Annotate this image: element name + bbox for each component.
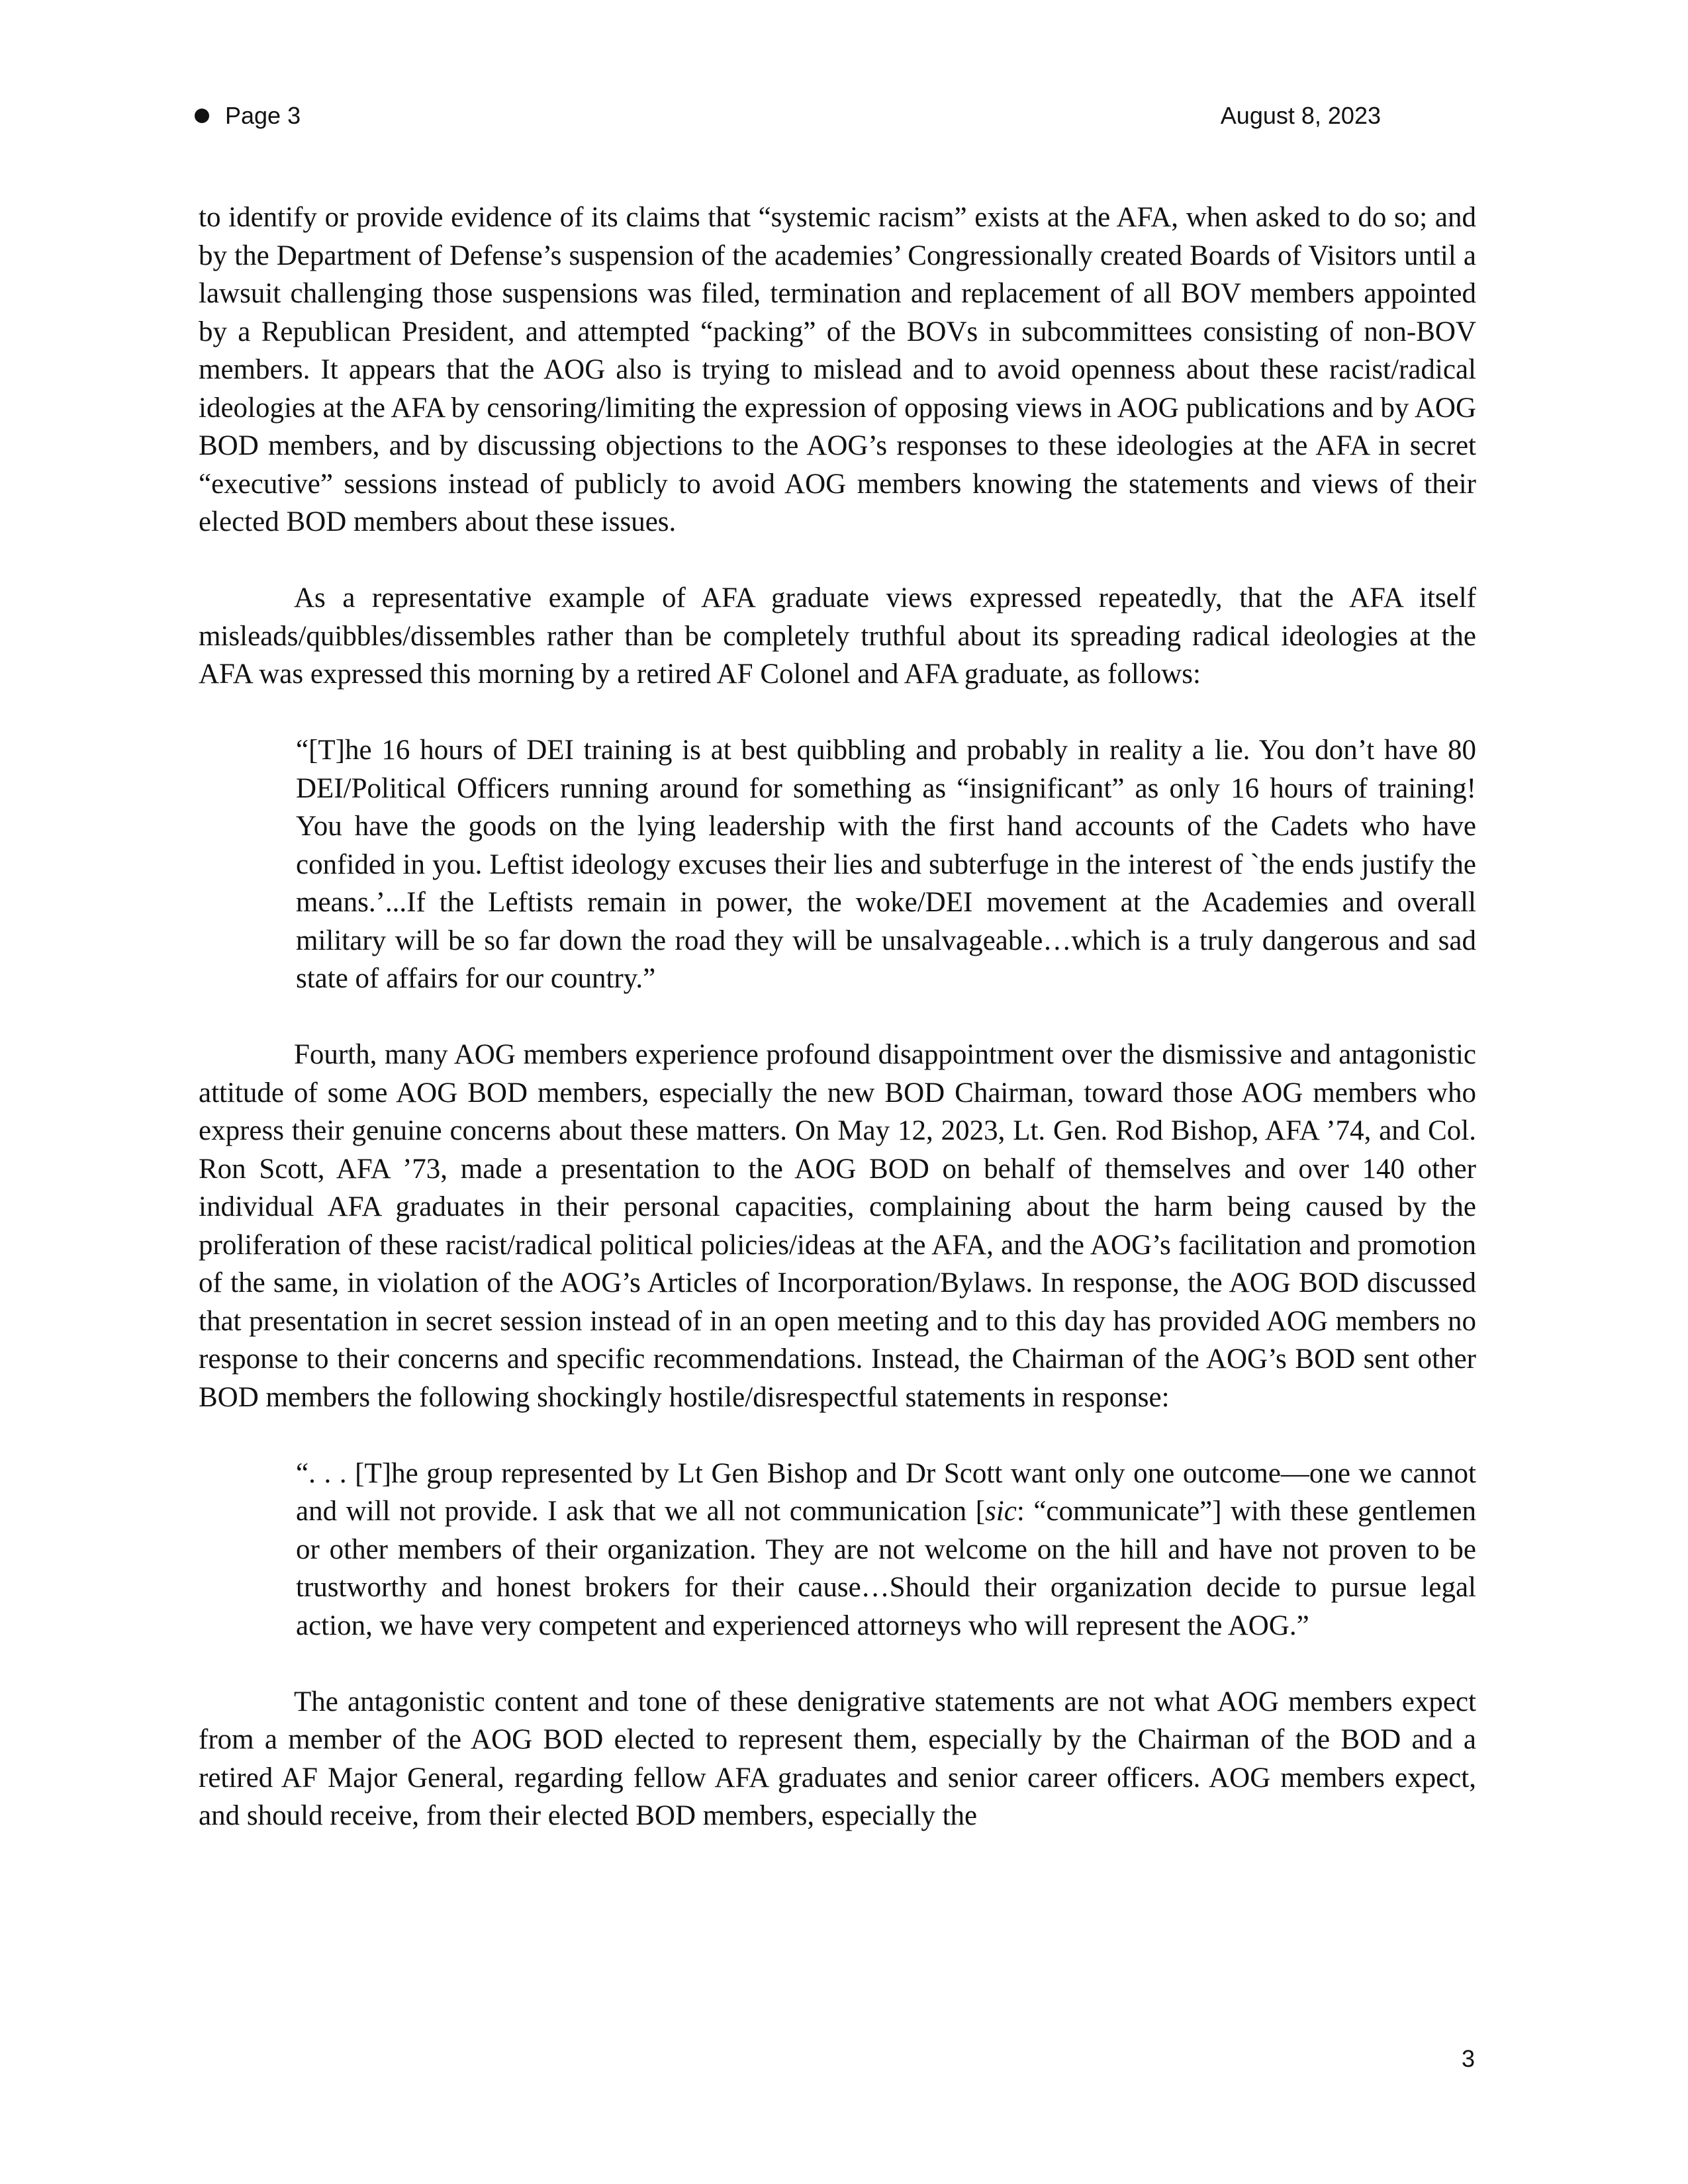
paragraph-representative-example: As a representative example of AFA graduate views expressed repeatedly, that the AFA itself misleads/quibbles/dissembles rather than be completely truthful about its spreading radical ideologies at the AFA was expressed this morning by a retired AF Colonel and AFA graduate, as follows: <box>199 582 1476 690</box>
quote-text-after-sic: : “communicate”] with these gentlemen or other members of their organization. They are not welcome on the hill and have not proven to be trustworthy and honest brokers for their cause…Should their organization decide to pursue legal action, we have very competent and experienced attorneys who will represent the AOG.” <box>296 1496 1476 1641</box>
header-left <box>195 99 301 132</box>
sic-italic: sic <box>985 1496 1017 1527</box>
header-date: August 8, 2023 <box>1220 102 1381 129</box>
page-header <box>195 99 1381 132</box>
page-label: Page 3 <box>225 102 301 129</box>
paragraph-antagonistic-content: The antagonistic content and tone of these denigrative statements are not what AOG members expect from a member of the AOG BOD elected to represent them, especially by the Chairman of the BOD and a retired AF Major General, regarding fellow AFA graduates and senior career officers. AOG members expect, and should receive, from their elected BOD members, especially the <box>199 1686 1476 1831</box>
quote-text-before-sic: “. . . [T]he group represented by Lt Gen Bishop and Dr Scott want only one outcome—one we cannot and will not provide. I ask that we all not communication [ <box>296 1457 1476 1527</box>
letter-body <box>199 199 1476 1835</box>
block-quote-colonel: “[T]he 16 hours of DEI training is at best quibbling and probably in reality a lie. You don’t have 80 DEI/Political Officers running around for something as “insignificant” as only 16 hours of training! You have the goods on the lying leadership with the first hand accounts of the Cadets who have confided in you. Leftist ideology excuses their lies and subterfuge in the interest of `the ends justify the means.’...If the Leftists remain in power, the woke/DEI movement at the Academies and overall military will be so far down the road they will be unsalvageable…which is a truly dangerous and sad state of affairs for our country.” <box>296 735 1476 994</box>
paragraph-fourth: Fourth, many AOG members experience profound disappointment over the dismissive and antagonistic attitude of some AOG BOD members, especially the new BOD Chairman, toward those AOG members who express their genuine concerns about these matters. On May 12, 2023, Lt. Gen. Rod Bishop, AFA ’74, and Col. Ron Scott, AFA ’73, made a presentation to the AOG BOD on behalf of themselves and over 140 other individual AFA graduates in their personal capacities, complaining about the harm being caused by the proliferation of these racist/radical political policies/ideas at the AFA, and the AOG’s facilitation and promotion of the same, in violation of the AOG’s Articles of Incorporation/Bylaws. In response, the AOG BOD discussed that presentation in secret session instead of in an open meeting and to this day has provided AOG members no response to their concerns and specific recommendations. Instead, the Chairman of the AOG’s BOD sent other BOD members the following shockingly hostile/disrespectful statements in response: <box>199 1039 1476 1413</box>
block-quote-chairman <box>296 1455 1476 1645</box>
page-number: 3 <box>1461 2045 1475 2072</box>
paragraph-continuation: to identify or provide evidence of its claims that “systemic racism” exists at the AFA, when asked to do so; and by the Department of Defense’s suspension of the academies’ Congressionally created Boards of Visitors until a lawsuit challenging those suspensions was filed, termination and replacement of all BOV members appointed by a Republican President, and attempted “packing” of the BOVs in subcommittees consisting of non-BOV members. It appears that the AOG also is trying to mislead and to avoid openness about these racist/radical ideologies at the AFA by censoring/limiting the expression of opposing views in AOG publications and by AOG BOD members, and by discussing objections to the AOG’s responses to these ideologies at the AFA in secret “executive” sessions instead of publicly to avoid AOG members knowing the statements and views of their elected BOD members about these issues. <box>199 202 1476 537</box>
bullet-icon <box>195 109 209 123</box>
